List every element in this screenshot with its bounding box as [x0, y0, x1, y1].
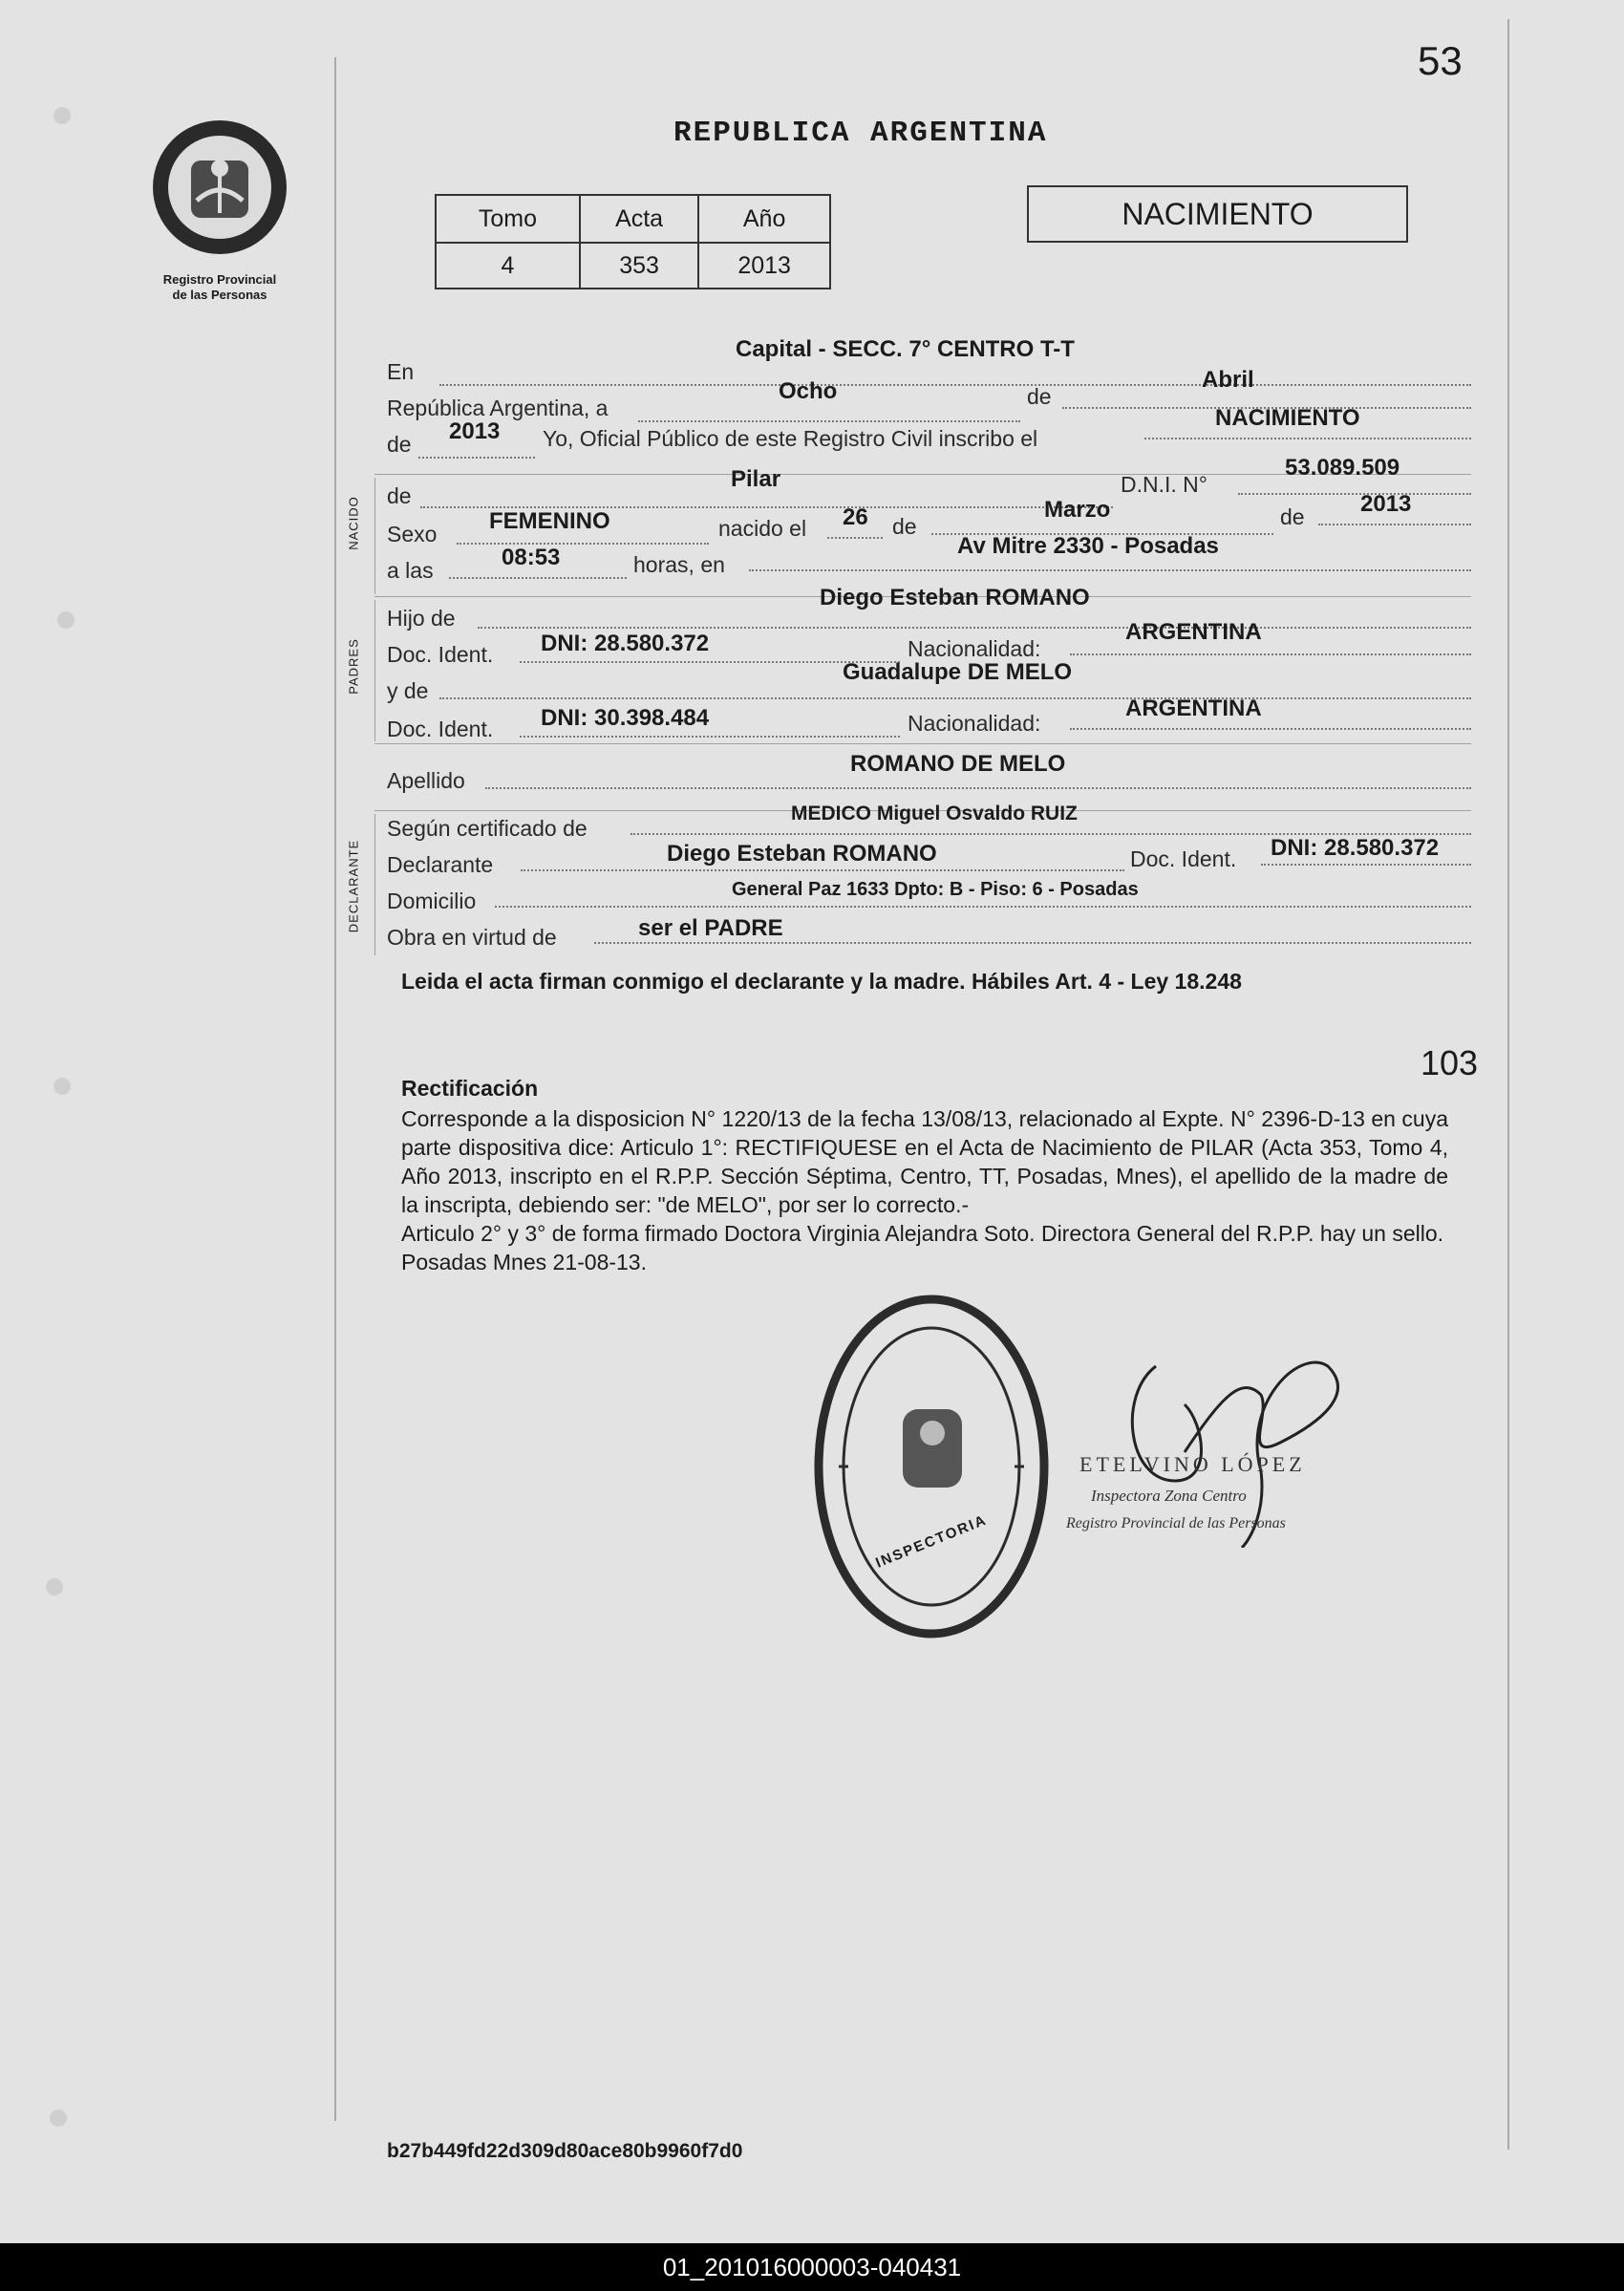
label-republica: República Argentina, a	[387, 396, 609, 420]
field-place: Av Mitre 2330 - Posadas	[957, 533, 1219, 559]
table-cell: 2013	[698, 243, 830, 289]
signature-name: ETELVINO LÓPEZ	[1079, 1452, 1306, 1476]
label-horas: horas, en	[633, 552, 725, 577]
signature-org: Registro Provincial de las Personas	[1066, 1515, 1286, 1531]
label-de: de	[387, 483, 412, 508]
label-domicilio: Domicilio	[387, 889, 477, 913]
coat-of-arms-icon	[143, 113, 296, 266]
dotted-line	[827, 537, 883, 539]
table-cell: 4	[436, 243, 580, 289]
punch-hole	[50, 2109, 67, 2127]
dotted-line	[638, 420, 1020, 422]
field-mother-doc: DNI: 30.398.484	[541, 705, 710, 731]
field-month: Abril	[1202, 367, 1254, 393]
dotted-line	[439, 697, 1471, 699]
label-dni: D.N.I. N°	[1121, 472, 1207, 497]
label-oficial: Yo, Oficial Público de este Registro Civil inscribo el	[543, 426, 1038, 451]
dotted-line	[449, 577, 627, 579]
punch-hole	[53, 107, 71, 124]
field-sexo: FEMENINO	[489, 508, 610, 534]
field-day: Ocho	[779, 378, 838, 404]
dotted-line	[521, 869, 1124, 871]
label-de: de	[387, 432, 412, 457]
field-inscribo: NACIMIENTO	[1215, 405, 1360, 431]
field-birth-month: Marzo	[1044, 497, 1111, 523]
field-year: 2013	[449, 418, 501, 444]
bracket-line	[374, 600, 375, 741]
label-de: de	[892, 514, 917, 539]
side-label-nacido: NACIDO	[346, 496, 361, 550]
dotted-line	[749, 569, 1471, 571]
logo-caption-line2: de las Personas	[172, 288, 267, 302]
registry-table	[435, 194, 831, 289]
punch-hole	[53, 1078, 71, 1095]
field-mother: Guadalupe DE MELO	[843, 659, 1073, 685]
bracket-line	[374, 478, 375, 594]
logo-caption-line1: Registro Provincial	[162, 272, 277, 287]
label-doc-ident: Doc. Ident.	[387, 642, 494, 667]
label-doc-ident: Doc. Ident.	[1130, 846, 1237, 871]
stamp-icon	[812, 1290, 1051, 1643]
table-header: Año	[698, 195, 830, 243]
label-nacido: nacido el	[718, 516, 807, 541]
document-title: REPUBLICA ARGENTINA	[673, 117, 1048, 150]
field-birth-year: 2013	[1360, 491, 1412, 517]
left-margin-rule	[334, 57, 336, 2121]
dotted-line	[1070, 653, 1471, 655]
dotted-line	[1070, 728, 1471, 730]
punch-hole	[46, 1578, 63, 1595]
label-de: de	[1280, 504, 1305, 529]
dotted-line	[520, 736, 900, 738]
annotation-number: 103	[1421, 1043, 1479, 1082]
field-en: Capital - SECC. 7° CENTRO T-T	[736, 336, 1075, 362]
field-father: Diego Esteban ROMANO	[820, 585, 1090, 610]
field-name: Pilar	[731, 466, 781, 492]
dotted-line	[1318, 524, 1471, 525]
official-stamp	[812, 1290, 1051, 1643]
dotted-line	[1238, 493, 1471, 495]
field-birth-day: 26	[843, 504, 868, 530]
label-declarante: Declarante	[387, 852, 494, 877]
label-nacionalidad: Nacionalidad:	[908, 711, 1041, 736]
label-de: de	[1027, 384, 1052, 409]
record-type-box: NACIMIENTO	[1027, 185, 1408, 243]
file-id-footer: 01_201016000003-040431	[0, 2243, 1624, 2291]
label-doc-ident: Doc. Ident.	[387, 717, 494, 741]
label-apellido: Apellido	[387, 768, 465, 793]
label-yde: y de	[387, 678, 429, 703]
field-father-nationality: ARGENTINA	[1125, 619, 1262, 645]
side-label-padres: PADRES	[346, 638, 361, 695]
right-margin-rule	[1507, 19, 1509, 2150]
label-hijo: Hijo de	[387, 606, 456, 631]
field-obra: ser el PADRE	[638, 915, 783, 941]
rectificacion-body	[401, 1104, 1448, 1276]
label-nacionalidad: Nacionalidad:	[908, 636, 1041, 661]
label-obra: Obra en virtud de	[387, 925, 557, 950]
dotted-line	[478, 627, 1471, 629]
document-hash: b27b449fd22d309d80ace80b9960f7d0	[387, 2140, 743, 2162]
section-separator	[374, 743, 1471, 744]
table-header: Acta	[580, 195, 698, 243]
field-apellido: ROMANO DE MELO	[850, 751, 1066, 777]
punch-hole	[57, 611, 75, 629]
dotted-line	[418, 457, 535, 459]
closing-statement: Leida el acta firman conmigo el declarante y la madre. Hábiles Art. 4 - Ley 18.248	[401, 969, 1242, 994]
label-alas: a las	[387, 558, 434, 583]
rectificacion-paragraph: Posadas Mnes 21-08-13.	[401, 1250, 647, 1274]
field-certificado: MEDICO Miguel Osvaldo RUIZ	[791, 803, 1078, 824]
field-father-doc: DNI: 28.580.372	[541, 631, 710, 656]
field-domicilio: General Paz 1633 Dpto: B - Piso: 6 - Posadas	[732, 879, 1139, 900]
dotted-line	[1144, 438, 1471, 439]
page-number: 53	[1418, 38, 1463, 83]
rectificacion-paragraph: Articulo 2° y 3° de forma firmado Doctora Virginia Alejandra Soto. Directora General del R.P.P. hay un sello.	[401, 1221, 1444, 1246]
signature-role: Inspectora Zona Centro	[1091, 1487, 1247, 1505]
dotted-line	[594, 942, 1471, 944]
field-declarante: Diego Esteban ROMANO	[667, 841, 937, 867]
table-cell: 353	[580, 243, 698, 289]
rectificacion-paragraph: Corresponde a la disposicion N° 1220/13 de la fecha 13/08/13, relacionado al Expte. N° 2396-D-13 en cuya parte dispositiva dice: Articulo 1°: RECTIFIQUESE en el Acta de Nacimiento de PILAR (Acta 353, Tomo 4, Año 2013, inscripto en el R.P.P. Sección Séptima, Centro, TT, Posadas, Mnes), el apellido de la madre de la inscripta, debiendo ser: "de MELO", por ser lo correcto.-	[401, 1106, 1448, 1217]
dotted-line	[457, 543, 709, 545]
label-sexo: Sexo	[387, 522, 438, 546]
dotted-line	[485, 787, 1471, 789]
dotted-line	[439, 384, 1471, 386]
label-en: En	[387, 359, 415, 384]
side-label-declarante: DECLARANTE	[346, 839, 361, 933]
field-mother-nationality: ARGENTINA	[1125, 696, 1262, 721]
label-certificado: Según certificado de	[387, 816, 588, 841]
dotted-line	[1261, 864, 1471, 866]
field-dni: 53.089.509	[1285, 455, 1400, 481]
stamp-inner-text: INSPECTORIA	[873, 1511, 990, 1572]
field-time: 08:53	[502, 545, 561, 570]
rectificacion-title: Rectificación	[401, 1076, 539, 1101]
dotted-line	[495, 906, 1471, 908]
registry-logo	[143, 113, 296, 303]
bracket-line	[374, 814, 375, 955]
field-declarante-doc: DNI: 28.580.372	[1271, 835, 1440, 861]
table-header: Tomo	[436, 195, 580, 243]
